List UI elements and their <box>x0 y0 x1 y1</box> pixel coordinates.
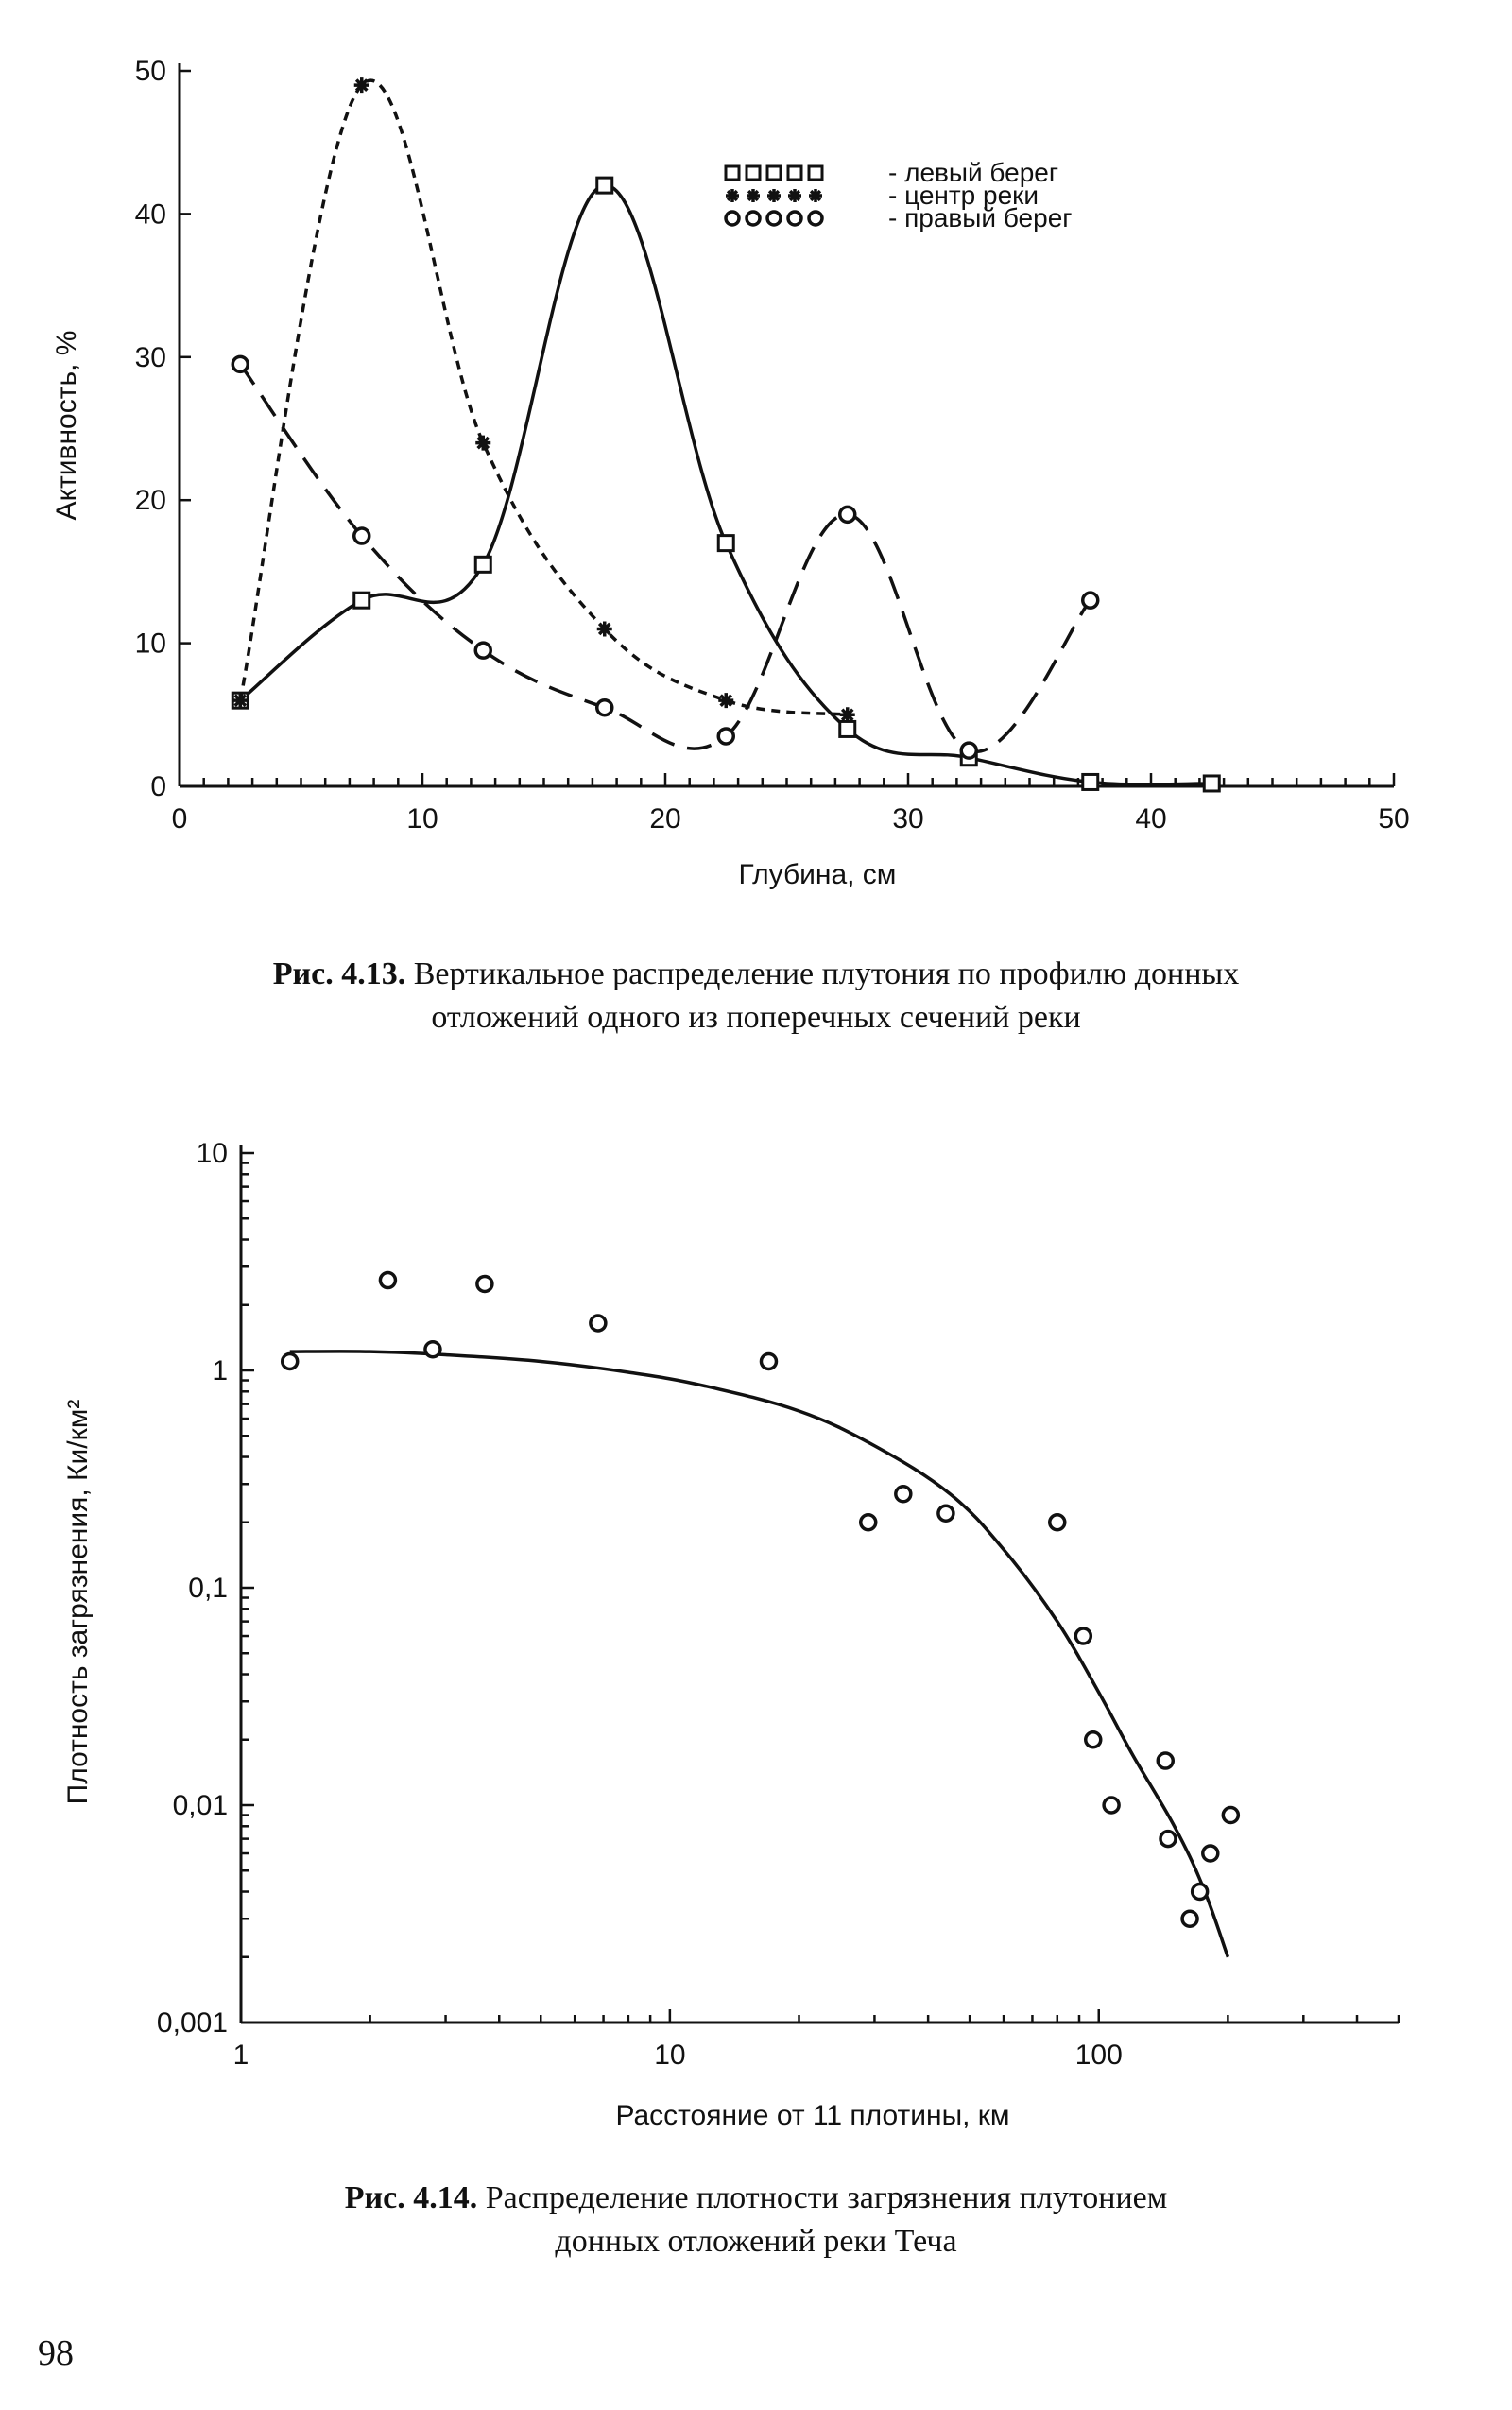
chart2-y-tick-label: 10 <box>196 1138 228 1169</box>
chart2-data-point <box>1193 1885 1208 1900</box>
chart1-point-star <box>718 693 733 708</box>
chart1-point-star-glyph <box>718 693 733 708</box>
chart1-point-square <box>597 178 612 193</box>
chart1-x-tick-label: 50 <box>1378 803 1410 835</box>
legend-marker-star-glyph <box>809 189 822 202</box>
figure1-caption-line2: отложений одного из поперечных сечений реки <box>431 1000 1081 1035</box>
chart1-point-circle <box>840 507 855 522</box>
legend-marker-circle <box>726 212 739 225</box>
chart1-point-circle <box>232 356 248 371</box>
chart2-y-axis-label: Плотность загрязнения, Ки/км² <box>62 1399 94 1805</box>
chart2-y-tick-label: 0,1 <box>188 1573 228 1604</box>
chart-contamination-density <box>0 1106 1512 2145</box>
legend-marker-circle <box>809 212 822 225</box>
chart2-data-point <box>477 1276 492 1291</box>
chart1-point-circle <box>475 643 490 658</box>
chart1-point-star <box>840 707 855 722</box>
chart1-y-tick-label: 20 <box>134 485 166 517</box>
chart1-point-star-glyph <box>597 621 612 636</box>
chart1-point-circle <box>961 743 976 758</box>
chart2-x-axis-label: Расстояние от 11 плотины, км <box>615 2100 1010 2131</box>
chart1-point-star <box>597 621 612 636</box>
figure1-caption <box>0 953 1512 1040</box>
chart2-data-point <box>1203 1846 1218 1861</box>
chart1-x-axis-label: Глубина, см <box>738 859 897 890</box>
figure2-caption <box>0 2177 1512 2264</box>
chart2-data-point <box>861 1515 876 1530</box>
chart2-data-point <box>1160 1832 1176 1847</box>
chart2-data-point <box>761 1353 776 1369</box>
legend-marker-circle <box>747 212 760 225</box>
legend-label: - правый берег <box>888 203 1073 232</box>
chart2-data-point <box>1182 1911 1197 1926</box>
legend-marker-square <box>747 166 760 180</box>
legend-marker-star <box>809 189 822 202</box>
chart2-y-tick-label: 1 <box>212 1355 228 1386</box>
chart2-y-tick-label: 0,001 <box>156 2007 228 2039</box>
chart2-data-point <box>380 1273 395 1288</box>
figure1-caption-line1 <box>0 953 1512 996</box>
chart1-x-tick-label: 10 <box>406 803 438 835</box>
page-number: 98 <box>38 2333 74 2373</box>
legend-marker-square <box>726 166 739 180</box>
figure1-caption-label: Рис. 4.13. <box>272 956 406 991</box>
legend-marker-square <box>809 166 822 180</box>
chart2-data-point <box>938 1506 954 1521</box>
chart1-point-star-glyph <box>475 436 490 451</box>
figure2-caption-text1: Распределение плотности загрязнения плутонием <box>485 2180 1168 2215</box>
chart1-y-tick-label: 0 <box>150 771 166 802</box>
chart1-point-star <box>475 436 490 451</box>
legend-marker-star-glyph <box>788 189 801 202</box>
chart2-data-point <box>1158 1753 1173 1768</box>
chart1-point-star <box>354 77 369 93</box>
chart1-point-circle <box>597 700 612 715</box>
chart2-x-tick-label: 10 <box>654 2040 686 2071</box>
chart1-y-tick-label: 30 <box>134 341 166 373</box>
chart1-point-star <box>232 693 248 708</box>
legend-marker-star <box>767 189 781 202</box>
chart2-x-tick-label: 100 <box>1074 2040 1123 2071</box>
chart1-series-line-2 <box>240 364 1091 751</box>
chart1-point-star-glyph <box>354 77 369 93</box>
chart1-legend <box>726 158 1072 232</box>
legend-marker-star <box>788 189 801 202</box>
chart-vertical-distribution <box>0 0 1512 945</box>
legend-marker-star <box>726 189 739 202</box>
chart2-fit-curve <box>290 1351 1228 1957</box>
legend-marker-circle <box>788 212 801 225</box>
chart2-data-point <box>896 1487 911 1502</box>
legend-label: - левый берег <box>888 158 1059 187</box>
chart1-x-tick-label: 40 <box>1135 803 1167 835</box>
chart2-data-point <box>425 1342 440 1357</box>
figure1-caption-text1: Вертикальное распределение плутония по профилю донных <box>413 956 1240 991</box>
chart1-point-circle <box>1083 593 1098 608</box>
chart1-point-square <box>1083 774 1098 789</box>
chart1-point-square <box>840 721 855 736</box>
legend-marker-star-glyph <box>747 189 760 202</box>
chart2-axes <box>157 1138 1399 2071</box>
figure2-caption-line2: донных отложений реки Теча <box>555 2224 957 2259</box>
chart2-series <box>283 1273 1239 1957</box>
chart1-x-tick-label: 0 <box>171 803 188 835</box>
chart1-point-star-glyph <box>840 707 855 722</box>
chart1-x-tick-label: 20 <box>649 803 681 835</box>
chart1-point-square <box>1204 776 1219 791</box>
chart2-data-point <box>1075 1628 1091 1644</box>
legend-marker-star <box>747 189 760 202</box>
chart2-data-point <box>283 1353 298 1369</box>
chart1-point-square <box>354 593 369 608</box>
legend-label: - центр реки <box>888 181 1040 210</box>
chart1-point-circle <box>718 729 733 744</box>
chart2-data-point <box>591 1316 606 1331</box>
legend-marker-star-glyph <box>726 189 739 202</box>
chart2-data-point <box>1104 1798 1119 1813</box>
chart2-data-point <box>1086 1732 1101 1747</box>
chart2-data-point <box>1223 1808 1238 1823</box>
chart1-y-tick-label: 50 <box>134 56 166 87</box>
chart1-point-square <box>475 557 490 572</box>
figure2-caption-line1 <box>0 2177 1512 2220</box>
chart1-point-circle <box>354 528 369 543</box>
chart1-y-tick-label: 10 <box>134 628 166 660</box>
legend-marker-circle <box>767 212 781 225</box>
chart1-y-tick-label: 40 <box>134 198 166 231</box>
chart1-series <box>232 77 1219 791</box>
chart2-data-point <box>1050 1515 1065 1530</box>
chart2-x-tick-label: 1 <box>232 2040 249 2071</box>
chart2-y-tick-label: 0,01 <box>172 1790 228 1821</box>
legend-marker-star-glyph <box>767 189 781 202</box>
chart1-y-axis-label: Активность, % <box>51 330 82 521</box>
figure2-caption-label: Рис. 4.14. <box>344 2180 478 2215</box>
legend-marker-square <box>767 166 781 180</box>
chart1-point-star-glyph <box>232 693 248 708</box>
chart1-point-square <box>718 536 733 551</box>
legend-marker-square <box>788 166 801 180</box>
chart1-x-tick-label: 30 <box>892 803 924 835</box>
